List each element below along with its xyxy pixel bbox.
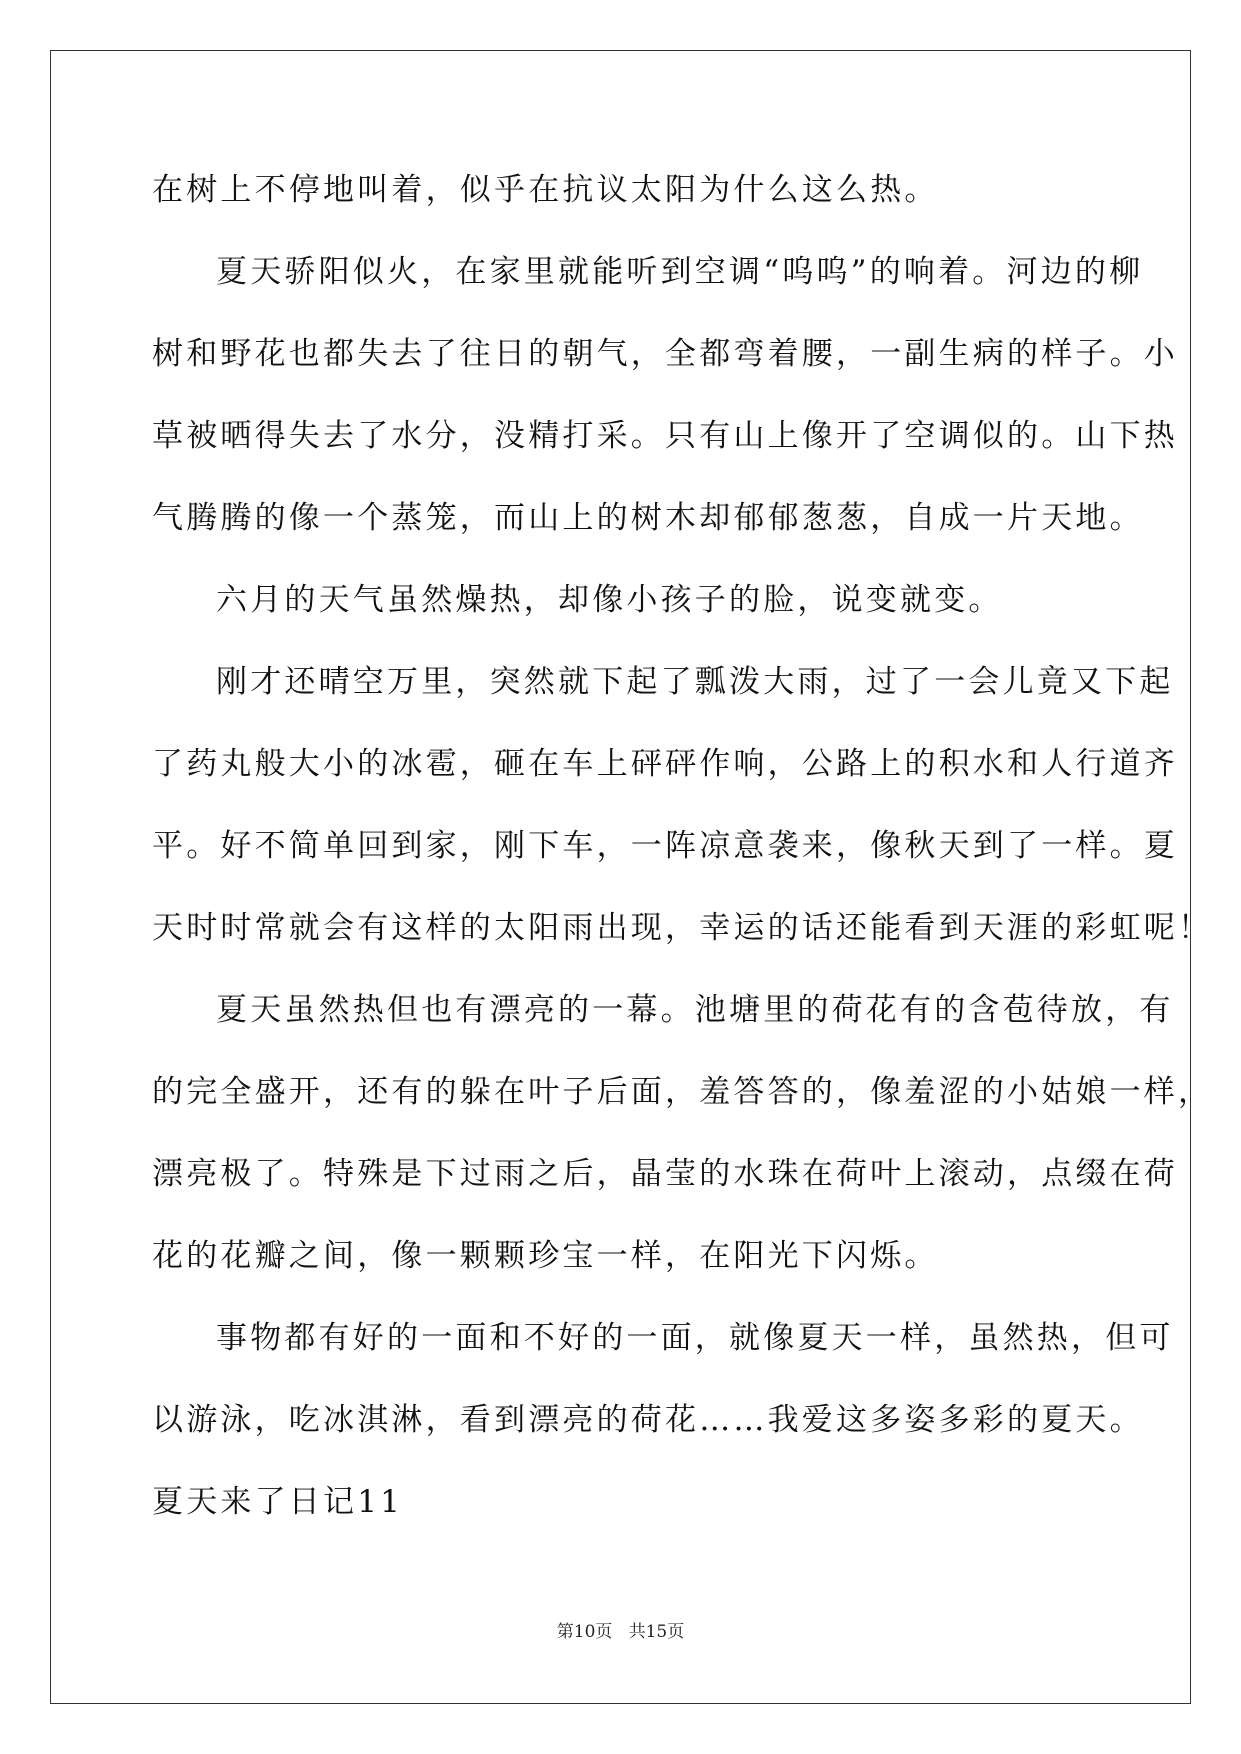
text-line: 树和野花也都失去了往日的朝气，全都弯着腰，一副生病的样子。小 [152,336,1178,372]
document-body [152,164,1213,1558]
page-number: 第10页 共15页 [556,1622,685,1642]
text-line: 六月的天气虽然燥热，却像小孩子的脸，说变就变。 [216,582,1003,618]
section-heading: 夏天来了日记11 [152,1484,404,1520]
text-line: 的完全盛开，还有的躲在叶子后面，羞答答的，像羞涩的小姑娘一样， [152,1074,1213,1110]
text-line: 在树上不停地叫着，似乎在抗议太阳为什么这么热。 [152,172,939,208]
text-line: 了药丸般大小的冰雹，砸在车上砰砰作响，公路上的积水和人行道齐 [152,746,1178,782]
text-line: 漂亮极了。特殊是下过雨之后，晶莹的水珠在荷叶上滚动，点缀在荷 [152,1156,1178,1192]
text-line: 刚才还晴空万里，突然就下起了瓢泼大雨，过了一会儿竟又下起 [216,664,1174,700]
text-line: 平。好不简单回到家，刚下车，一阵凉意袭来，像秋天到了一样。夏 [152,828,1178,864]
text-line: 事物都有好的一面和不好的一面，就像夏天一样，虽然热，但可 [216,1320,1174,1356]
text-line: 夏天骄阳似火，在家里就能听到空调“呜呜”的响着。河边的柳 [216,254,1144,290]
text-line: 以游泳，吃冰淇淋，看到漂亮的荷花……我爱这多姿多彩的夏天。 [152,1402,1144,1438]
text-line: 气腾腾的像一个蒸笼，而山上的树木却郁郁葱葱，自成一片天地。 [152,500,1144,536]
text-line: 草被晒得失去了水分，没精打采。只有山上像开了空调似的。山下热 [152,418,1178,454]
text-line: 夏天虽然热但也有漂亮的一幕。池塘里的荷花有的含苞待放，有 [216,992,1174,1028]
text-line: 天时时常就会有这样的太阳雨出现，幸运的话还能看到天涯的彩虹呢！ [152,910,1213,946]
text-line: 花的花瓣之间，像一颗颗珍宝一样，在阳光下闪烁。 [152,1238,939,1274]
